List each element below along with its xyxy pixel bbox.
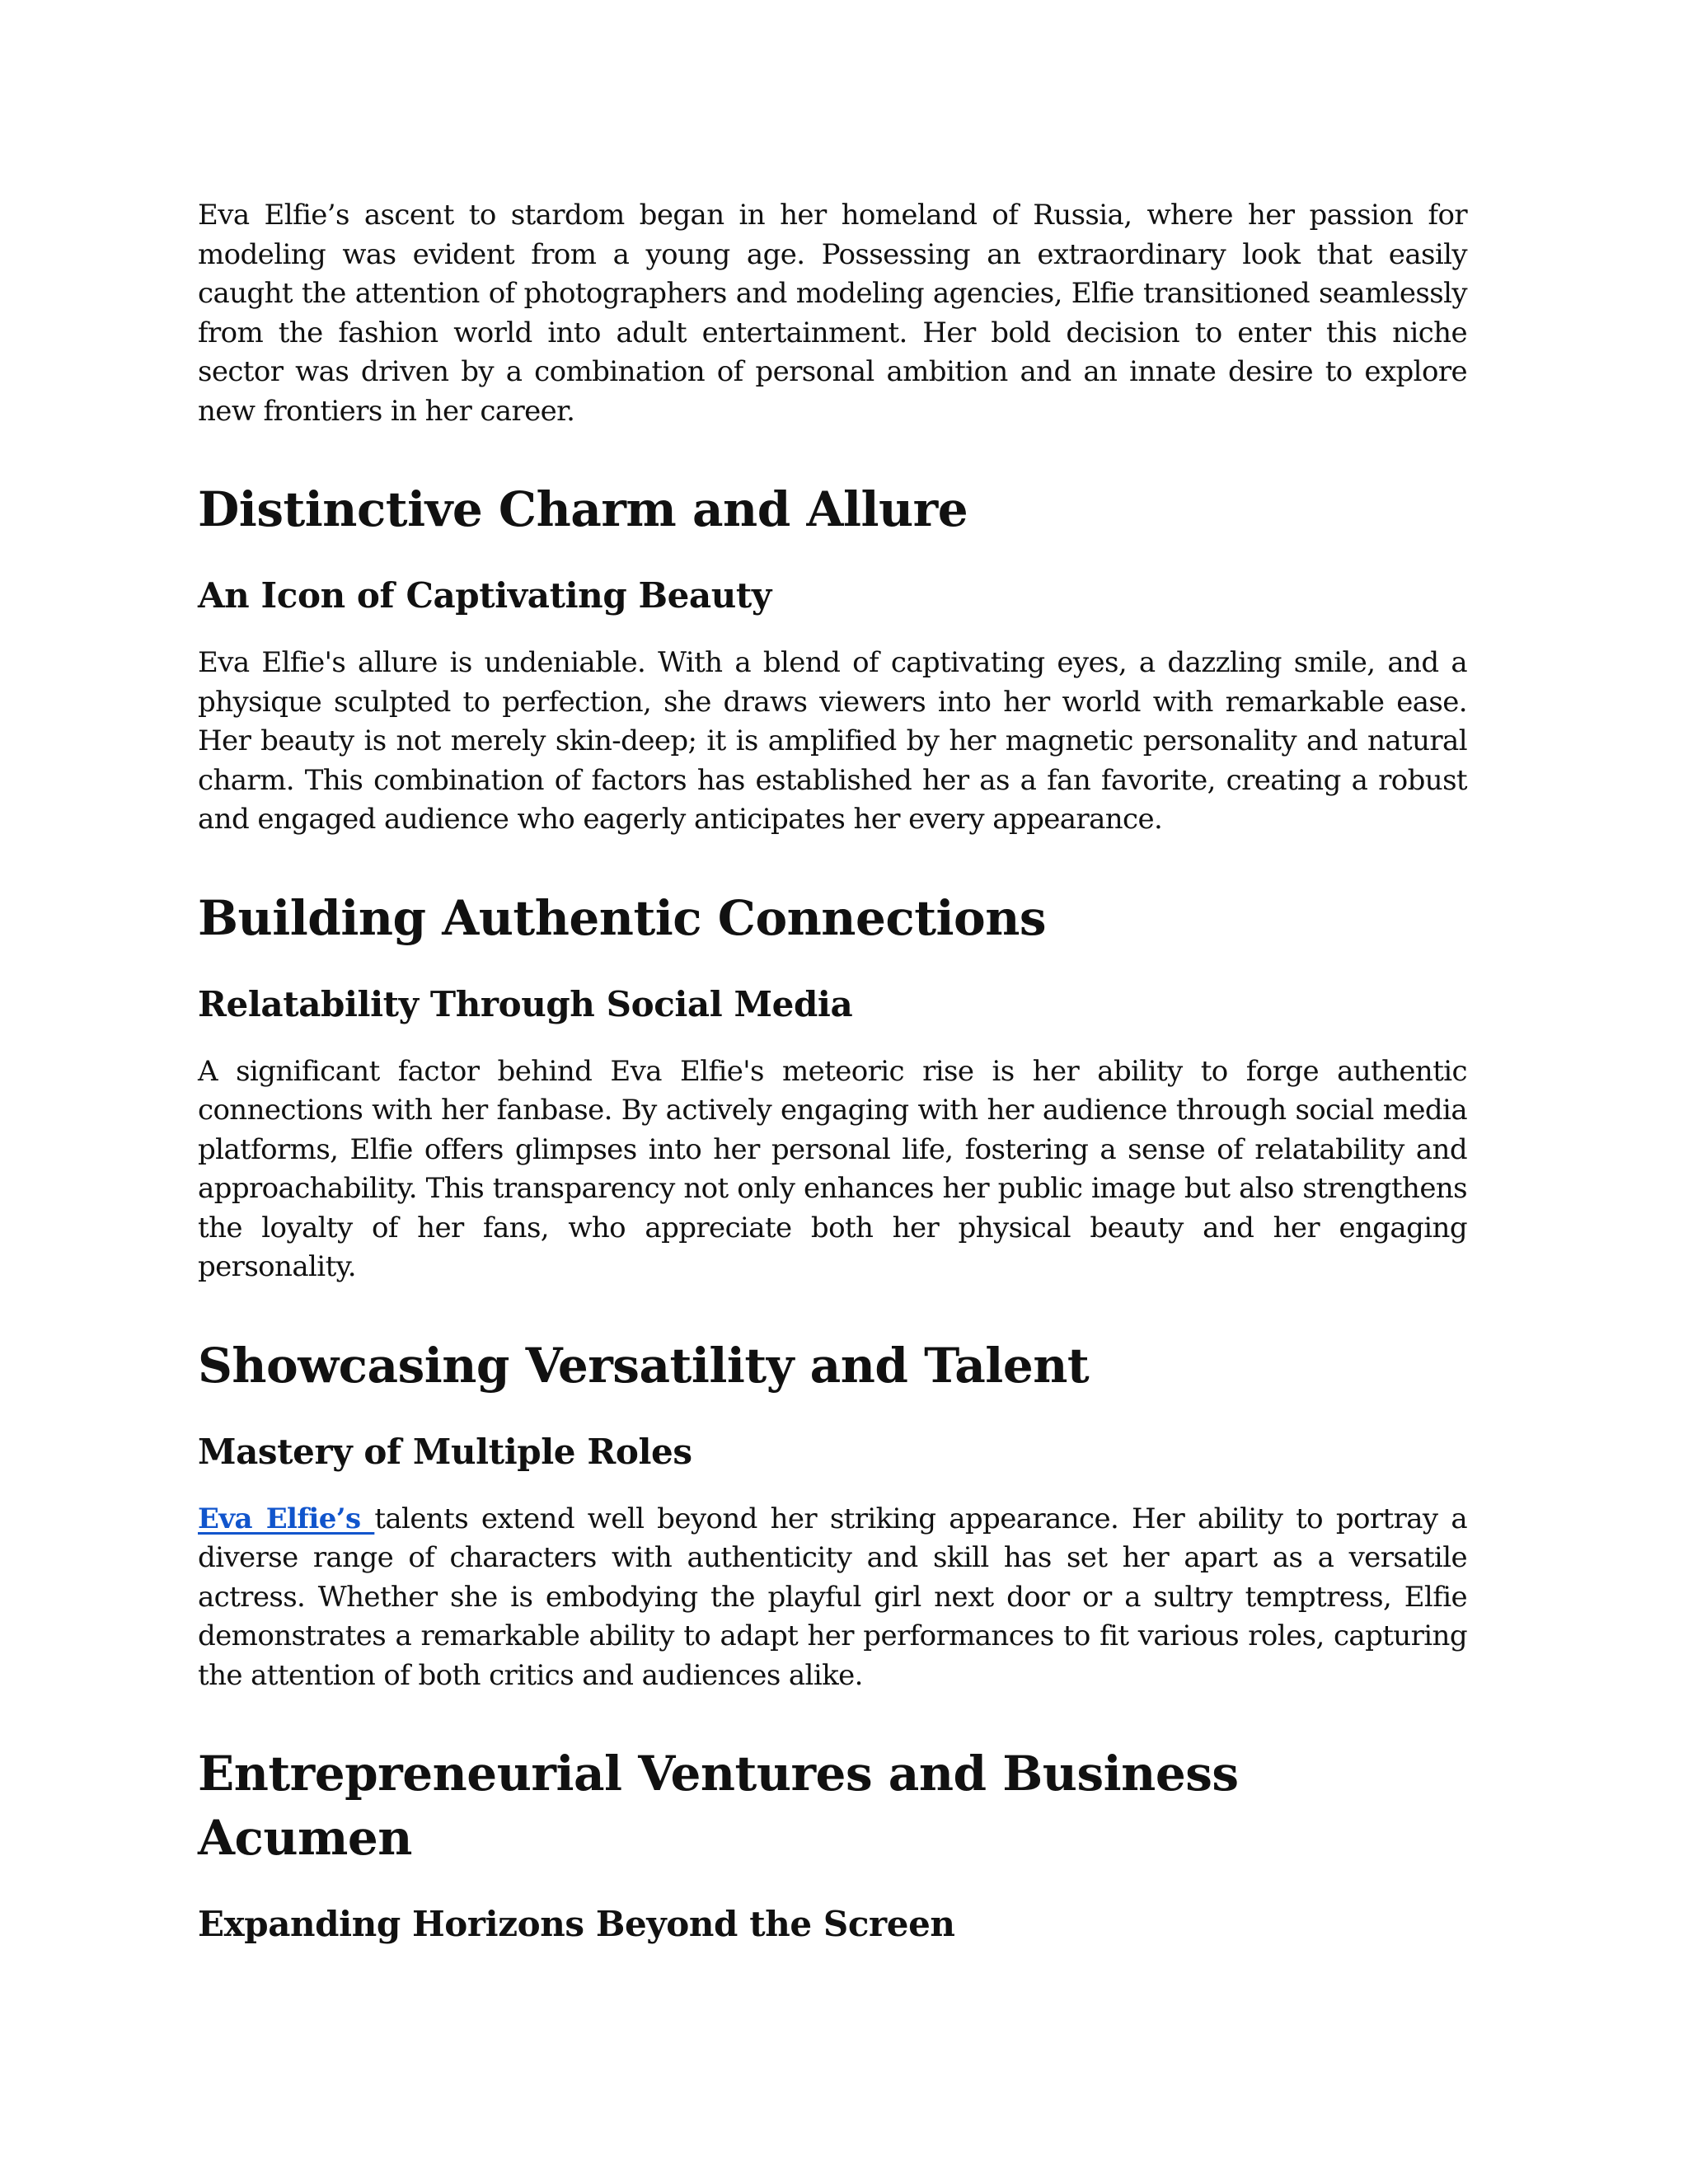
document-body: [198, 196, 1467, 1947]
paragraph-versatility: [198, 1500, 1467, 1696]
section-heading-entrepreneurial: Entrepreneurial Ventures and Business Acumen: [198, 1746, 1239, 1866]
paragraph-connections: A significant factor behind Eva Elfie's meteoric rise is her ability to forge authentic connections with her fanbase. By actively engaging with her audience through social media platforms, Elfie offers glimpses into her personal life, fostering a sense of relatability and approachability. This transparency not only enhances her public image but also strengthens the loyalty of her fans, who appreciate both her physical beauty and her engaging personality.: [198, 1054, 1467, 1283]
subheading-expanding-horizons: Expanding Horizons Beyond the Screen: [198, 1904, 955, 1944]
eva-elfie-link[interactable]: Eva Elfie’s: [198, 1502, 375, 1535]
intro-paragraph: Eva Elfie’s ascent to stardom began in her homeland of Russia, where her passion for modeling was evident from a young age. Possessing an extraordinary look that easily caught the attention of photographers and modeling agencies, Elfie transitioned seamlessly from the fashion world into adult entertainment. Her bold decision to enter this niche sector was driven by a combination of personal ambition and an innate desire to explore new frontiers in her career.: [198, 199, 1467, 428]
section-heading-versatility: Showcasing Versatility and Talent: [198, 1337, 1090, 1394]
paragraph-charm: Eva Elfie's allure is undeniable. With a blend of captivating eyes, a dazzling smile, and a physique sculpted to perfection, she draws viewers into her world with remarkable ease. Her beauty is not merely skin-deep; it is amplified by her magnetic personality and natural charm. This combination of factors has established her as a fan favorite, creating a robust and engaged audience who eagerly anticipates her every appearance.: [198, 646, 1467, 836]
paragraph-versatility-text: talents extend well beyond her striking appearance. Her ability to portray a diverse range of characters with authenticity and skill has set her apart as a versatile actress. Whether she is embodying the playful girl next door or a sultry temptress, Elfie demonstrates a remarkable ability to adapt her performances to fit various roles, capturing the attention of both critics and audiences alike.: [198, 1502, 1467, 1692]
section-heading-charm: Distinctive Charm and Allure: [198, 481, 968, 537]
subheading-social-media: Relatability Through Social Media: [198, 983, 853, 1024]
subheading-captivating-beauty: An Icon of Captivating Beauty: [198, 575, 771, 616]
section-heading-connections: Building Authentic Connections: [198, 889, 1047, 946]
subheading-multiple-roles: Mastery of Multiple Roles: [198, 1431, 692, 1472]
